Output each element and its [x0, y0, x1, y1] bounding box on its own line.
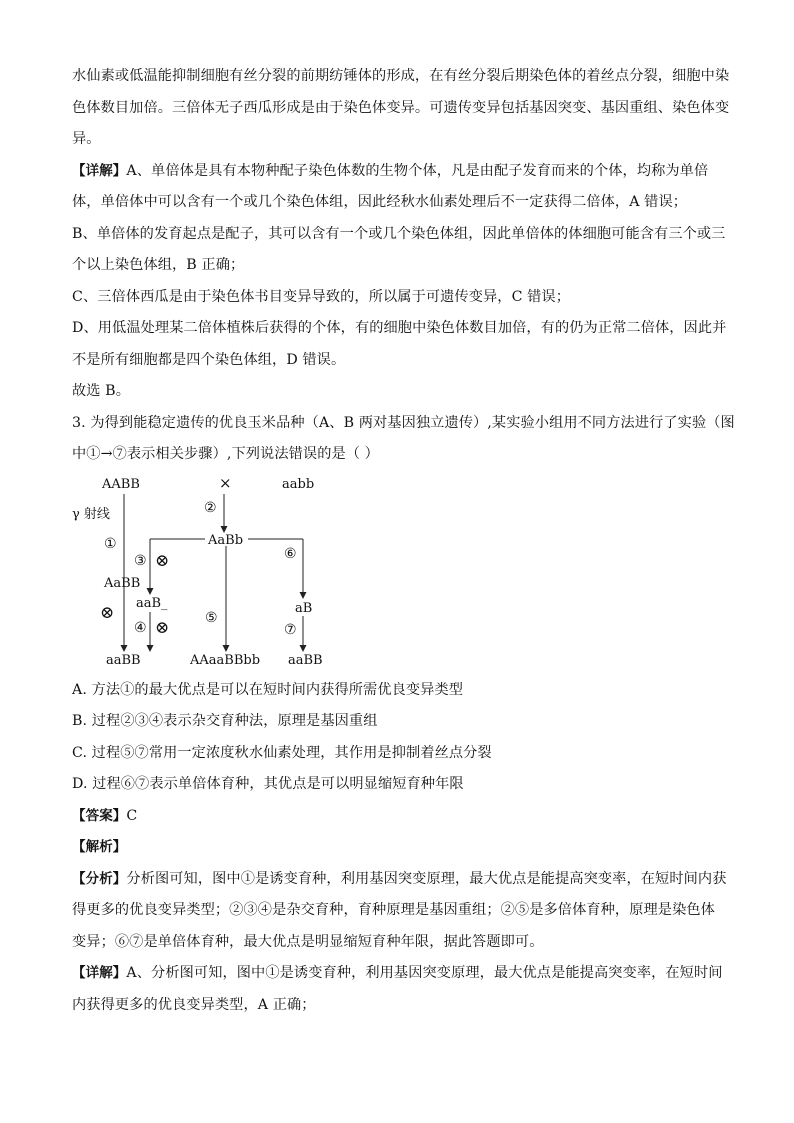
- text-line: 水仙素或低温能抑制细胞有丝分裂的前期纺锤体的形成，在有丝分裂后期染色体的着丝点分裂，细胞中染: [72, 68, 730, 84]
- genotype-AaBb: AaBb: [208, 533, 244, 548]
- text-line: 故选 B。: [72, 383, 130, 399]
- option-c: C. 过程⑤⑦常用一定浓度秋水仙素处理，其作用是抑制着丝点分裂: [72, 745, 492, 761]
- analysis-line: 【分析】分析图可知，图中①是诱变育种，利用基因突变原理，最大优点是能提高突变率，在短时间内获: [72, 871, 727, 887]
- genotype-aabb: aabb: [282, 477, 315, 492]
- cross-symbol: ×: [219, 474, 232, 492]
- detail-tag: 【详解】: [72, 163, 127, 179]
- text-line: 不是所有细胞都是四个染色体组，D 错误。: [72, 352, 346, 368]
- text-line: 异。: [72, 131, 101, 147]
- question-stem: 中①→⑦表示相关步骤）,下列说法错误的是（ ）: [72, 446, 379, 462]
- genotype-AaBB: AaBB: [104, 576, 141, 591]
- analysis-tag: 【分析】: [72, 871, 127, 887]
- detail-line: 【详解】A、单倍体是具有本物种配子染色体数的生物个体，凡是由配子发育而来的个体，均称为单倍: [72, 163, 709, 179]
- detail-line: 【详解】A、分析图可知，图中①是诱变育种，利用基因突变原理，最大优点是能提高突变率，在短时间: [72, 965, 723, 981]
- text-line: 得更多的优良变异类型；②③④是杂交育种，育种原理是基因重组；②⑤是多倍体育种，原理是染色体: [72, 902, 715, 918]
- genotype-aaBB: aaBB: [288, 653, 323, 668]
- step-2: ②: [204, 500, 217, 516]
- genotype-AAaaBBbb: AAaaBBbb: [190, 653, 261, 668]
- text-line: 个以上染色体组，B 正确；: [72, 257, 245, 273]
- option-a: A. 方法①的最大优点是可以在短时间内获得所需优良变异类型: [72, 682, 464, 698]
- genotype-aaBB: aaBB: [106, 653, 141, 668]
- text-line: 内获得更多的优良变异类型，A 正确；: [72, 997, 316, 1013]
- selfing-symbol: ⊗: [155, 618, 170, 638]
- answer-tag: 【答案】: [72, 808, 127, 824]
- step-5: ⑤: [205, 610, 218, 626]
- analysis-heading: 【解析】: [72, 839, 127, 855]
- text-line: 变异；⑥⑦是单倍体育种，最大优点是明显缩短育种年限，据此答题即可。: [72, 934, 544, 950]
- gamma-ray-label: γ 射线: [72, 507, 110, 522]
- step-4: ④: [134, 620, 147, 636]
- text-line: 色体数目加倍。三倍体无子西瓜形成是由于染色体变异。可遗传变异包括基因突变、基因重组、染色体变: [72, 100, 730, 116]
- selfing-symbol: ⊗: [100, 603, 115, 623]
- selfing-symbol: ⊗: [155, 551, 170, 571]
- step-7: ⑦: [284, 622, 297, 638]
- step-6: ⑥: [284, 546, 297, 562]
- option-d: D. 过程⑥⑦表示单倍体育种，其优点是可以明显缩短育种年限: [72, 776, 464, 792]
- text-line: 体，单倍体中可以含有一个或几个染色体组，因此经秋水仙素处理后不一定获得二倍体，A 错误；: [72, 194, 688, 210]
- answer-line: [72, 806, 137, 826]
- genotype-aaB_: aaB_: [136, 596, 168, 611]
- genotype-AABB: AABB: [102, 477, 140, 492]
- option-b: B. 过程②③④表示杂交育种法，原理是基因重组: [72, 713, 378, 729]
- genotype-aB: aB: [295, 601, 313, 616]
- text-line: C、三倍体西瓜是由于染色体书目变异导致的，所以属于可遗传变异，C 错误；: [72, 289, 571, 305]
- step-1: ①: [104, 536, 117, 552]
- breeding-diagram: [60, 466, 360, 676]
- detail-tag: 【详解】: [72, 965, 127, 981]
- answer-value: C: [126, 808, 138, 824]
- question-stem: 3. 为得到能稳定遗传的优良玉米品种（A、B 两对基因独立遗传）,某实验小组用不同方法进行了实验（图: [72, 415, 735, 431]
- text-line: B、单倍体的发育起点是配子，其可以含有一个或几个染色体组，因此单倍体的体细胞可能含有三个或三: [72, 226, 726, 242]
- text-line: D、用低温处理某二倍体植株后获得的个体，有的细胞中染色体数目加倍，有的仍为正常二倍体，因此并: [72, 320, 727, 336]
- step-3: ③: [134, 553, 147, 569]
